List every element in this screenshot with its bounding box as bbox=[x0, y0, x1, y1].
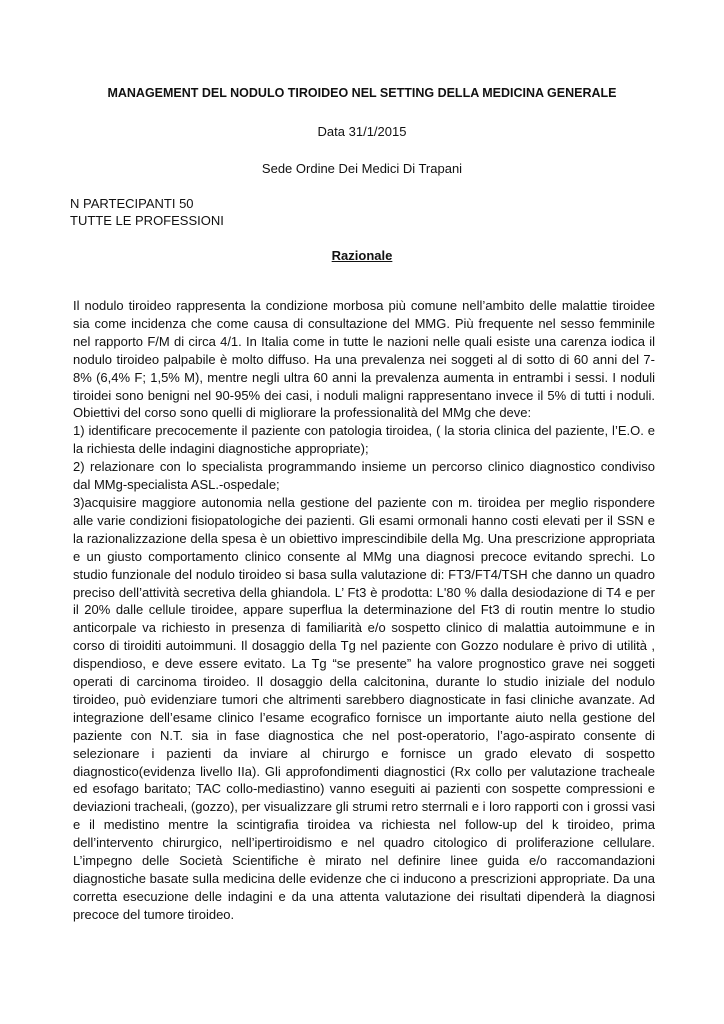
paragraph-objective-1: 1) identificare precocemente il paziente con patologia tiroidea, ( la storia clinica del paziente, l’E.O. e la richiesta delle indagini diagnostiche appropriate); bbox=[73, 423, 655, 457]
document-title: MANAGEMENT DEL NODULO TIROIDEO NEL SETTING DELLA MEDICINA GENERALE bbox=[107, 86, 617, 100]
participants-count: N PARTECIPANTI 50 bbox=[70, 196, 194, 211]
participants-professions: TUTTE LE PROFESSIONI bbox=[70, 213, 224, 228]
paragraph-objective-3: 3)acquisire maggiore autonomia nella gestione del paziente con m. tiroidea per meglio rispondere alle varie condizioni fisiopatologiche dei pazienti. Gli esami ormonali hanno costi elevati per il SSN e la razionalizzazione della spesa è un obiettivo imprescindibile della Mg. Una prescrizione appropriata e un giusto comportamento clinico consente al MMg una diagnosi precoce evitando sprechi. Lo studio funzionale del nodulo tiroideo si basa sulla valutazione di: FT3/FT4/TSH che danno un quadro preciso dell’attività secretiva della ghiandola. L’ Ft3 è prodotta: L'80 % dalla desiodazione di T4 e per il 20% dalle cellule tiroidee, appare superflua la determinazione del Ft3 di routin mentre lo studio anticorpale va richiesto in presenza di familiarità e/o sospetto clinico di malattia autoimmune e in corso di tiroiditi autoimmuni. Il dosaggio della Tg nel paziente con Gozzo nodulare è privo di utilità , dispendioso, e deve essere evitato. La Tg “se presente” ha valore prognostico grave nei soggeti operati di carcinoma tiroideo. Il dosaggio della calcitonina, durante lo studio iniziale del nodulo tiroideo, può evidenziare tumori che altrimenti sarebbero diagnosticate in fasi cliniche avanzate. Ad integrazione dell’esame clinico l’esame ecografico fornisce un importante aiuto nella gestione del paziente con N.T. sia in fase diagnostica che nel post-operatorio, l’ago-aspirato consente di selezionare i pazienti da inviare al chirurgo e fornisce un grado elevato di sospetto diagnostico(evidenza livello IIa). Gli approfondimenti diagnostici (Rx collo per valutazione tracheale ed esofago baritato; TAC collo-mediastino) vanno eseguiti ai pazienti con sospette compressioni e deviazioni tracheali, (gozzo), per visualizzare gli strumi retro sterrnali e i loro rapporti con i grossi vasi e il medistino mentre la scintigrafia tiroidea va richiesta nel follow-up del k tiroideo, prima dell’intervento chirurgico, nell’ipertiroidismo e nel quadro citologico di proliferazione cellulare. L’impegno delle Società Scientifiche è mirato nel definire linee guida e/o raccomandazioni diagnostiche basate sulla medicina delle evidenze che ci inducono a prescrizioni appropriate. Da una corretta esecuzione delle indagini e da una attenta valutazione dei risultati dipenderà la diagnosi precoce del tumore tiroideo. bbox=[73, 494, 655, 922]
paragraph-intro: Il nodulo tiroideo rappresenta la condizione morbosa più comune nell’ambito delle malattie tiroidee sia come incidenza che come causa di consultazione del MMG. Più frequente nel sesso femminile nel rapporto F/M di circa 4/1. In Italia come in tutte le nazioni nelle quali esiste una carenza iodica il nodulo tiroideo palpabile è molto diffuso. Ha una prevalenza nei soggeti al di sotto di 60 anni del 7-8% (6,4% F; 1,5% M), mentre negli ultra 60 anni la prevalenza aumenta in entrambi i sessi. I noduli tiroidei sono benigni nel 90-95% dei casi, i noduli maligni rappresentano invece il 5% di tutti i noduli. Obiettivi del corso sono quelli di migliorare la professionalità del MMg che deve: bbox=[73, 298, 655, 421]
event-venue: Sede Ordine Dei Medici Di Trapani bbox=[261, 161, 463, 176]
paragraph-objective-2: 2) relazionare con lo specialista programmando insieme un percorso clinico diagnostico condiviso dal MMg-specialista ASL.-ospedale; bbox=[73, 459, 655, 493]
section-heading: Razionale bbox=[331, 248, 393, 263]
rationale-body bbox=[73, 297, 655, 924]
event-date: Data 31/1/2015 bbox=[317, 124, 407, 139]
participants-block bbox=[70, 195, 224, 229]
